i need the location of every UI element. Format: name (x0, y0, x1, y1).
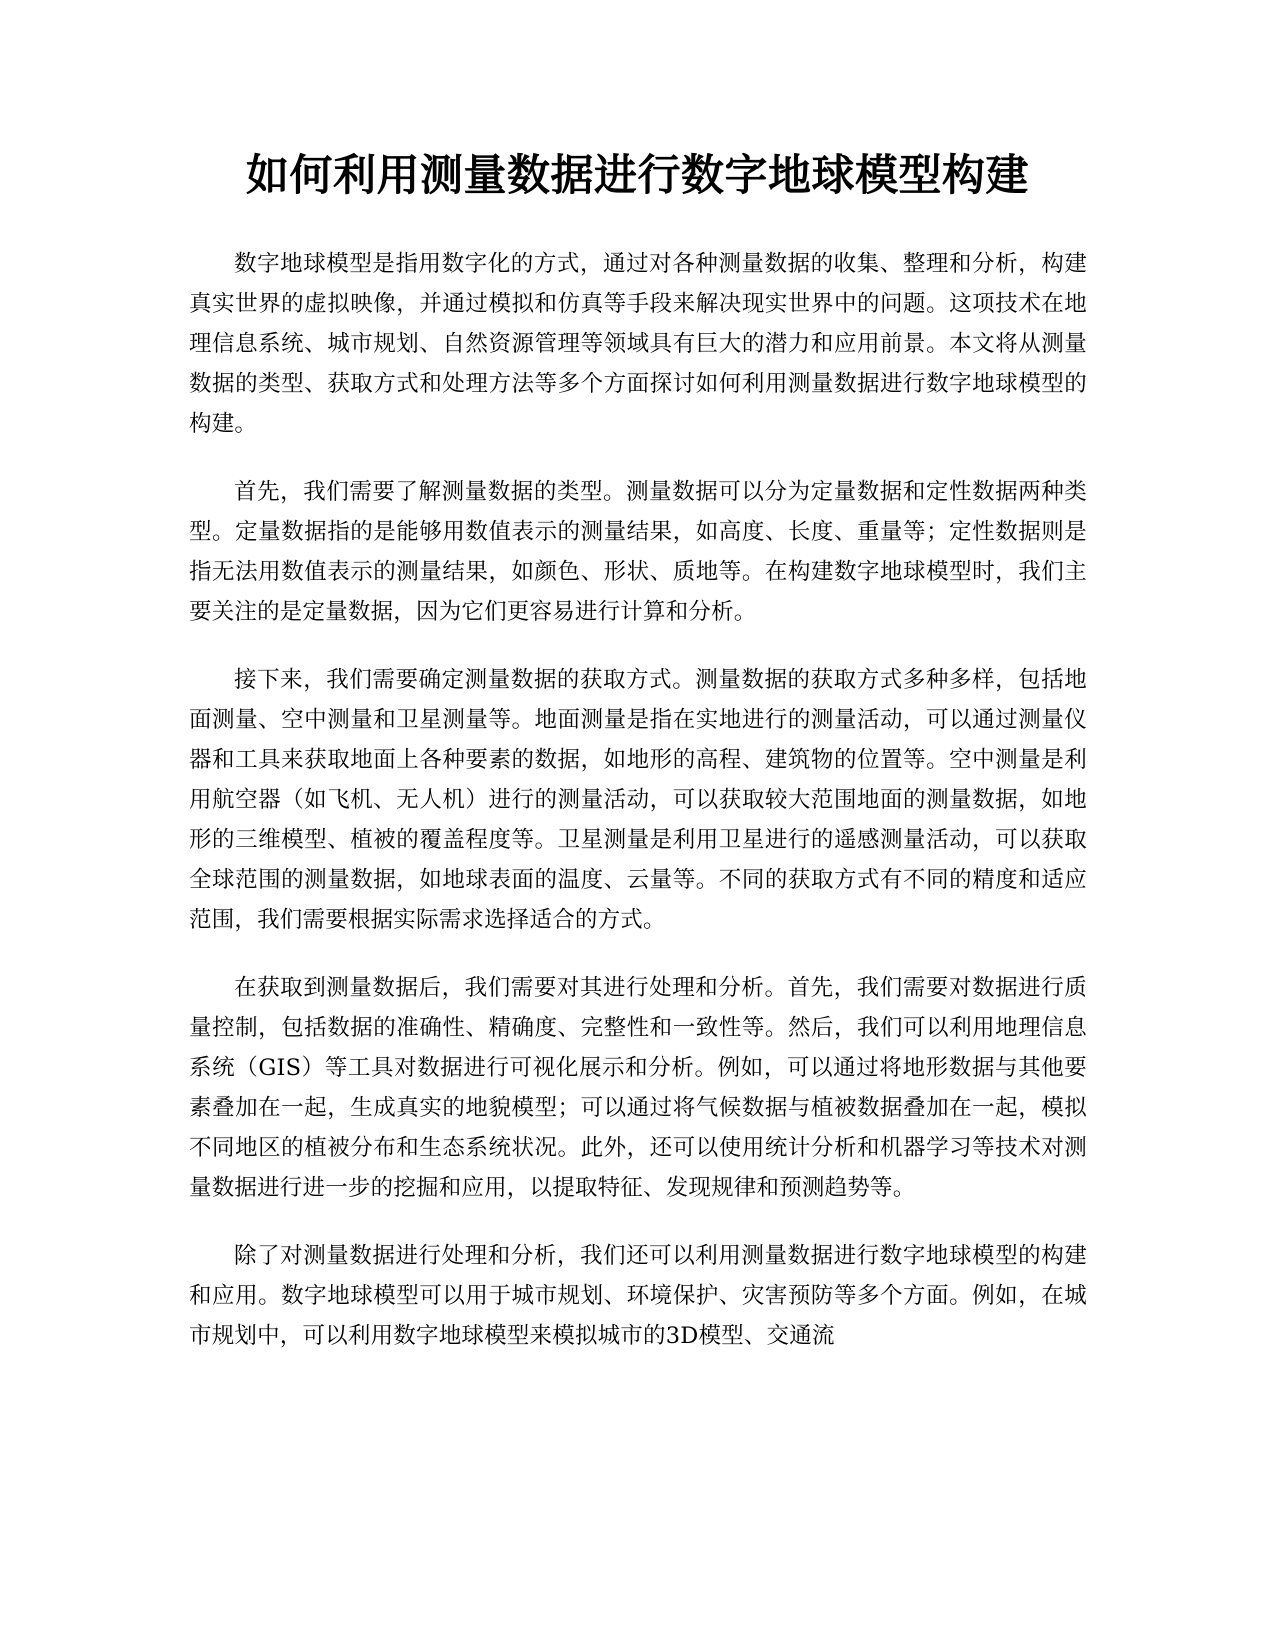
paragraph-4: 在获取到测量数据后，我们需要对其进行处理和分析。首先，我们需要对数据进行质量控制，包括数据的准确性、精确度、完整性和一致性等。然后，我们可以利用地理信息系统（GIS）等工具对数据进行可视化展示和分析。例如，可以通过将地形数据与其他要素叠加在一起，生成真实的地貌模型；可以通过将气候数据与植被数据叠加在一起，模拟不同地区的植被分布和生态系统状况。此外，还可以使用统计分析和机器学习等技术对测量数据进行进一步的挖掘和应用，以提取特征、发现规律和预测趋势等。 (189, 975, 1087, 1201)
paragraph-2: 首先，我们需要了解测量数据的类型。测量数据可以分为定量数据和定性数据两种类型。定量数据指的是能够用数值表示的测量结果，如高度、长度、重量等；定性数据则是指无法用数值表示的测量结果，如颜色、形状、质地等。在构建数字地球模型时，我们主要关注的是定量数据，因为它们更容易进行计算和分析。 (189, 479, 1087, 625)
document-title: 如何利用测量数据进行数字地球模型构建 (246, 151, 1029, 201)
paragraph-5: 除了对测量数据进行处理和分析，我们还可以利用测量数据进行数字地球模型的构建和应用。数字地球模型可以用于城市规划、环境保护、灾害预防等多个方面。例如，在城市规划中，可以利用数字地球模型来模拟城市的3D模型、交通流 (189, 1243, 1087, 1349)
paragraph-3: 接下来，我们需要确定测量数据的获取方式。测量数据的获取方式多种多样，包括地面测量、空中测量和卫星测量等。地面测量是指在实地进行的测量活动，可以通过测量仪器和工具来获取地面上各种要素的数据，如地形的高程、建筑物的位置等。空中测量是利用航空器（如飞机、无人机）进行的测量活动，可以获取较大范围地面的测量数据，如地形的三维模型、植被的覆盖程度等。卫星测量是利用卫星进行的遥感测量活动，可以获取全球范围的测量数据，如地球表面的温度、云量等。不同的获取方式有不同的精度和适应范围，我们需要根据实际需求选择适合的方式。 (189, 667, 1087, 933)
document-body (189, 244, 1087, 1384)
paragraph-1: 数字地球模型是指用数字化的方式，通过对各种测量数据的收集、整理和分析，构建真实世界的虚拟映像，并通过模拟和仿真等手段来解决现实世界中的问题。这项技术在地理信息系统、城市规划、自然资源管理等领域具有巨大的潜力和应用前景。本文将从测量数据的类型、获取方式和处理方法等多个方面探讨如何利用测量数据进行数字地球模型的构建。 (189, 251, 1087, 437)
